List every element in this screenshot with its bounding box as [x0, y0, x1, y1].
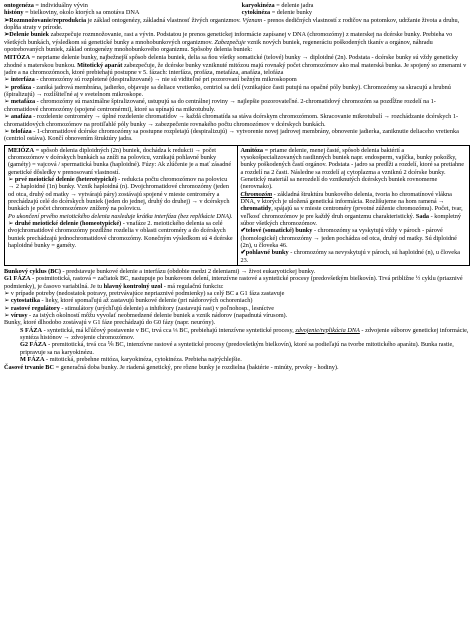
paragraph-rozmnozovanie	[4, 17, 470, 32]
s-faza	[4, 327, 470, 342]
paragraph-delenie	[4, 31, 470, 53]
note: Po ukončení prvého meiotického delenia nasleduje krátka interfáza (bez replikácie DNA).	[8, 212, 233, 220]
amitoza-column	[238, 146, 470, 266]
text: - stimulátory (urýchľujú delenie) a inhibítory (zastavujú rast) v poľnohosp., lesníctve	[59, 304, 275, 312]
term: G2 FÁZA	[20, 341, 47, 349]
term: Mitotický aparát	[77, 61, 123, 69]
term: M FÁZA	[20, 356, 45, 364]
casove-trvanie	[4, 364, 470, 371]
term-definition: = bielkoviny, okolo ktorých sa omotáva DNA	[23, 9, 140, 17]
text: je základ ontogenézy, základná vlastnosť živých organizmov.	[86, 16, 243, 24]
text: = generačná doba bunky. Je riadená genetický, pre rôzne bunky je rozdielna (baktérie - minúty, prvoky - hodiny).	[54, 363, 339, 371]
heading: ➢Delenie buniek	[4, 31, 49, 39]
text: - mitotická, prebehne mitóza, karyokinéza, cytokinéza. Prebieha najrýchlejšie.	[44, 356, 242, 364]
term: vírusy	[10, 312, 28, 320]
paragraph-mitoza	[4, 54, 470, 76]
text: , spájajú sa v mieste centroméry (prvotné zúženie chromozómu). Počet, tvar, veľkosť chromozómov je pre každý druh organizmu charakteristický.	[240, 205, 463, 220]
text: Bunky, ktoré dlhodobo zostávajú v G1 fáze prechádzajú do G0 fázy (napr. neuróny).	[4, 319, 216, 327]
section-title: MITÓZA	[4, 54, 31, 62]
term: históny	[4, 9, 24, 17]
text: = nepriame delenie bunky, najbežnejší spôsob delenia buniek, delia sa ňou všetky somatické (telové) bunky → diploidné (2n). Podstata - dcérske bunky sú vždy geneticky zhodné s materskou bunkou.	[4, 54, 459, 69]
term: chromatidy	[240, 205, 272, 213]
term: karyokinéza	[241, 2, 275, 9]
term: prvé meiotické delenie (heterotypické)	[14, 175, 117, 183]
two-column-box	[4, 145, 470, 267]
term: ✔telové (somatické) bunky	[240, 227, 313, 235]
term: cytostatika	[10, 297, 40, 305]
definitions-right	[242, 2, 470, 17]
text: = spôsob delenia diploidných (2n) buniek, dochádza k redukcii → počet chromozómov v dcérskych bunkách sa zníži na polovicu, vznikajú pohlavné bunky (gaméty) = vajcová / spermatická bunka (haploidné). Fúzy: Ak zlúčenie je a mať zásadné genetické dôsledky v prenosovaní vlastností.	[8, 146, 232, 176]
text: - lieky, ktoré spomaľujú až zastavujú bunkové delenie (pri nádorových ochoreniach)	[39, 297, 253, 305]
chromozom-paragraph	[241, 191, 467, 228]
text: = priame delenie, menej časté, spôsob delenia baktérií a vysokošpecializovaných rastlinných buniek napr. endosperm, vajíčka, bunky pokožky, bunky poškodených častí orgánov. Podstata - jadro sa predĺži a rozdelí, ktoré sa pretiahne a rozdelí na 2 časti. Následne sa rozdelí aj cytoplazma a vzniknú 2 dcérske bunky. Genetický materiál sa nerozdelí do vzniknutých dcérskych buniek rovnomerne (nerovnako).	[240, 146, 465, 191]
definition-ontogeneza	[4, 2, 232, 9]
term-definition: = delenie jadra	[274, 2, 314, 9]
text: - kompletný súbor všetkých chromozómov.	[240, 212, 462, 227]
term: Chromozóm	[240, 190, 273, 198]
definition-cytokineza	[242, 9, 470, 16]
meioza-intro	[8, 147, 234, 176]
term: Časové trvanie BC	[4, 363, 54, 371]
text: zabezpečuje, že dcérske bunky vzniknuté mitózou majú rovnaký počet chromozómov ako mal materská bunka. Je spojený so zmenami v jadre a na chromozómoch, ktoré prebiehajú postupne v 5. fázach: interfáza, profáza, metafáza, anafáza, telofáza	[4, 61, 467, 77]
phase-name: telofáza	[10, 127, 32, 135]
definition-karyokineza	[242, 2, 470, 9]
phase-text: - 1-chromatidové dcérske chromozómy sa postupne rozpletajú (despiralizujú) → vytvorenie novej jadrovej membrány, obnovenie jadierka, zaniknutie deliaceho vretienka (centriol ostáva). Končí obnovením štruktúry jadra.	[4, 127, 459, 143]
text: - zdvojenie súborov genetickej informácie, syntéza histónov → zdvojenie chromozómov.	[20, 326, 469, 342]
text: - prenos dedičných vlastností z rodičov na potomkov, udržanie života a druhu, dopĺňa straty v prírode.	[4, 16, 460, 32]
term: Sada	[415, 212, 430, 220]
term: rastové regulátory	[10, 304, 60, 312]
section-title: Bunkový cyklus (BC)	[4, 268, 61, 276]
g1-item	[4, 290, 470, 297]
meioza-note	[8, 213, 234, 220]
label: Zabezpečuje	[214, 38, 246, 46]
text: vznik nových buniek, regeneráciu poškodených tkanív a orgánov, náhradu opotrebovaných buniek, základ ontogenézy mnohobunkového organizmu. Spôsoby delenia buniek:	[4, 38, 433, 54]
term: ✔pohlavné bunky	[240, 249, 289, 257]
text: - za istých okolností môžu vyvolať neobmedzené delenie buniek a vznik nádorov (napadnutá vírusom).	[27, 312, 288, 320]
text: ➢ v prípade potreby (nedostatok potravy, pretrvávajúce nepriaznivé podmienky) sa celý BC a G1 fáza zastavuje	[4, 290, 285, 298]
g1-faza	[4, 275, 470, 290]
phase-name: profáza	[10, 83, 32, 91]
phase-telofaza: ➢ telofáza - 1-chromatidové dcérske chromozómy sa postupne rozpletajú (despiralizujú) → vytvorenie novej jadrovej membrány, obnovenie jadierka, zaniknutie deliaceho vretienka (centriol ostáva). Končí obnovením štruktúry jadra.	[4, 127, 459, 143]
phase-text: - chromozómy sú rozpletené (despiralizované) → nie sú viditeľné pri pozorovaní bežným mikroskopom	[34, 76, 297, 84]
text: - predstavuje bunkové delenie a interfázu (obdobie medzi 2 deleniami) → život eukaryotickej bunky.	[60, 268, 316, 276]
meioza-second-division: ➢ druhé meiotické delenie (homeotypické) - vnafáze 2. meiotického delenia sa celé dvojchromatidové chromozómy pozdĺžne rozdelia v oblasti centroméry a do dcérskych buniek prechádzajú jednochromatidové chromozómy. Konečným výsledkom sú 4 dcérske haploidné bunky = gaméty.	[8, 219, 233, 249]
phase-text: - chromozómy sú maximálne špiralizované, ustupujú sa do centrálnej roviny → najlepšie pozorovateľné. 2-chromatidový chromozóm sa pozdĺžne rozdelí na 1-chromatidové chromozómy (spojené centromérmi), ktoré sa upínajú na mikrotubuly.	[4, 98, 436, 113]
text: - premitotická, trvá cca ⅙ BC, intenzívne rastové a syntetické procesy (predovšetkým bielkovín), ktoré sa podieľajú na tvorbe mitotického aparátu). Bunka rastie, pripravuje sa na karyokinézu.	[20, 341, 454, 356]
term: G1 FÁZA	[4, 275, 31, 283]
definitions	[4, 2, 470, 17]
text: - základná štruktúra bunkového delenia, tvoria ho chromatínové vlákna DNA, v ktorých je uložená genetická informácia. Rozlišujeme na hom ramená →	[240, 190, 452, 205]
label: Význam	[242, 16, 263, 24]
text: zabezpečuje rozmnožovanie, rast a vývin. Podstatou je prenos genetickej informácie zapísanej v DNA (chromozómy) z materskej na dcérske bunky. Prebieha vo všetkých bunkách, výsledkom sú genetické bunky a mnohobunkových organizmov.	[4, 31, 453, 46]
phase-name: interfáza	[10, 76, 35, 84]
text: - redukcia počtu chromozómov na polovicu → 2 haploidné (1n) bunky. Vznik haploidná (n). Dvojchromatidové chromozómy (jeden od otca, druhý od matky → vytvárajú páry) zostávajú spojené v mieste centroméry a prechádzajú celé do dcérskych buniek (jeden do jednej, druhý do druhej) → v dcérskych bunkách je počet chromozómov znížený na polovicu.	[8, 175, 230, 213]
definition-histony	[4, 9, 232, 16]
phase-text: - zaniká jadrová membrána, jadierko, objavuje sa deliace vretienko, centriol sa delí (vznikajúce časti putujú na opačné póly bunky). Chromozómy sa skracujú a hrubnú (špiralizujú) → rozlíšiteľné aj v svetelnom mikroskope.	[4, 83, 451, 99]
term: zdvojenie/replikácia DNA	[295, 326, 360, 334]
meioza-first-division: ➢ prvé meiotické delenie (heterotypické) - redukcia počtu chromozómov na polovicu → 2 haploidné (1n) bunky. Vznik haploidná (n). Dvojchromatidové chromozómy (jeden od otca, druhý od matky → vytvárajú páry) zostávajú spojené v mieste centroméry a prechádzajú celé do dcérskych buniek (jeden do jednej, druhý do druhej) → v dcérskych bunkách je počet chromozómov znížený na polovicu.	[8, 175, 230, 213]
text: - syntetická, má kľúčový postavenie v BC, trvá cca ⅓ BC, prebiehajú intenzívne syntetické procesy,	[42, 326, 296, 334]
phase-profaza: ➢ profáza - zaniká jadrová membrána, jadierko, objavuje sa deliace vretienko, centriol sa delí (vznikajúce časti putujú na opačné póly bunky). Chromozómy sa skracujú a hrubnú (špiralizujú) → rozlíšiteľné aj v svetelnom mikroskope.	[4, 83, 451, 99]
phase-name: metafáza	[10, 98, 36, 106]
phase-name: anafáza	[10, 113, 32, 121]
g1-item: ➢ cytostatika - lieky, ktoré spomaľujú až zastavujú bunkové delenie (pri nádorových ochoreniach)	[4, 297, 253, 305]
term: ontogenéza	[4, 2, 34, 9]
g0-note	[4, 319, 470, 326]
pohlavne-bunky	[241, 249, 467, 264]
term-definition: = individuálny vývin	[33, 2, 88, 9]
g1-item: ➢ vírusy - za istých okolností môžu vyvolať neobmedzené delenie buniek a vznik nádorov (napadnutá vírusom).	[4, 312, 288, 320]
term: druhé meiotické delenie (homeotypické)	[14, 219, 122, 227]
amitoza-intro	[241, 147, 467, 191]
text: - má regulačnú funkciu:	[162, 282, 224, 290]
definitions-left	[4, 2, 232, 17]
section-title: MEIÓZA	[8, 146, 35, 154]
phase-anafaza: ➢ anafáza - rozdelenie centroméry → úplné rozdelenie chromatídov → každá chromatída sa stáva dcérskym chromozómom. Skracovanie mikrotubulí → rozchádzanie dcérskych 1-chromatidových chromozómov na protiľahlé póly bunky → zabezpečenie rovnakého počtu chromozómov v dcérskych bunkách.	[4, 113, 459, 128]
term: hlavný kontrolný uzol	[103, 282, 163, 290]
section-title: Amitóza	[240, 146, 264, 154]
text: - postmitotická, rastová = začiatok BC, nastupuje po bunkovom delení, intenzívne rastové a syntetické procesy (predovšetkým bielkovín). Trvá približne ½ cyklu (priaznivé podmienky), je časovo variabilná. Je tu	[4, 275, 463, 290]
phase-interfaza: ➢ interfáza - chromozómy sú rozpletené (despiralizované) → nie sú viditeľné pri pozorovaní bežným mikroskopom	[4, 76, 297, 84]
phase-metafaza: ➢ metafáza - chromozómy sú maximálne špiralizované, ustupujú sa do centrálnej roviny → najlepšie pozorovateľné. 2-chromatidový chromozóm sa pozdĺžne rozdelí na 1-chromatidové chromozómy (spojené centromérmi), ktoré sa upínajú na mikrotubuly.	[4, 98, 436, 113]
text: - vnafáze 2. meiotického delenia sa celé dvojchromatidové chromozómy pozdĺžne rozdelia v oblasti centroméry a do dcérskych buniek prechádzajú jednochromatidové chromozómy. Konečným výsledkom sú 4 dcérske haploidné bunky = gaméty.	[8, 219, 233, 249]
text: - chromozómy sa vyskytujú vždy v pároch - párové (homologické) chromozómy → jeden pochádza od otca, druhý od matky. Sú diploidné (2n), u človeka 46.	[240, 227, 457, 249]
document-page	[4, 2, 470, 630]
telove-bunky	[241, 227, 467, 249]
g2-faza	[4, 341, 470, 356]
text: - chromozómy sa nevyskytujú v pároch, sú haploidné (n), u človeka 23.	[240, 249, 460, 264]
meioza-column	[5, 146, 238, 266]
g1-item: ➢ rastové regulátory - stimulátory (urýchľujú delenie) a inhibítory (zastavujú rast) v poľnohosp., lesníctve	[4, 304, 275, 312]
heading: ➢Rozmnožovanie/reprodukcia	[4, 16, 87, 24]
m-faza	[4, 356, 470, 363]
term: cytokinéza	[241, 9, 271, 17]
term-definition: = delenie bunky	[270, 9, 313, 17]
phase-text: - rozdelenie centroméry → úplné rozdelenie chromatídov → každá chromatída sa stáva dcérskym chromozómom. Skracovanie mikrotubulí → rozchádzanie dcérskych 1-chromatidových chromozómov na protiľahlé póly bunky → zabezpečenie rovnakého počtu chromozómov v dcérskych bunkách.	[4, 113, 459, 128]
term: S FÁZA	[20, 326, 43, 334]
